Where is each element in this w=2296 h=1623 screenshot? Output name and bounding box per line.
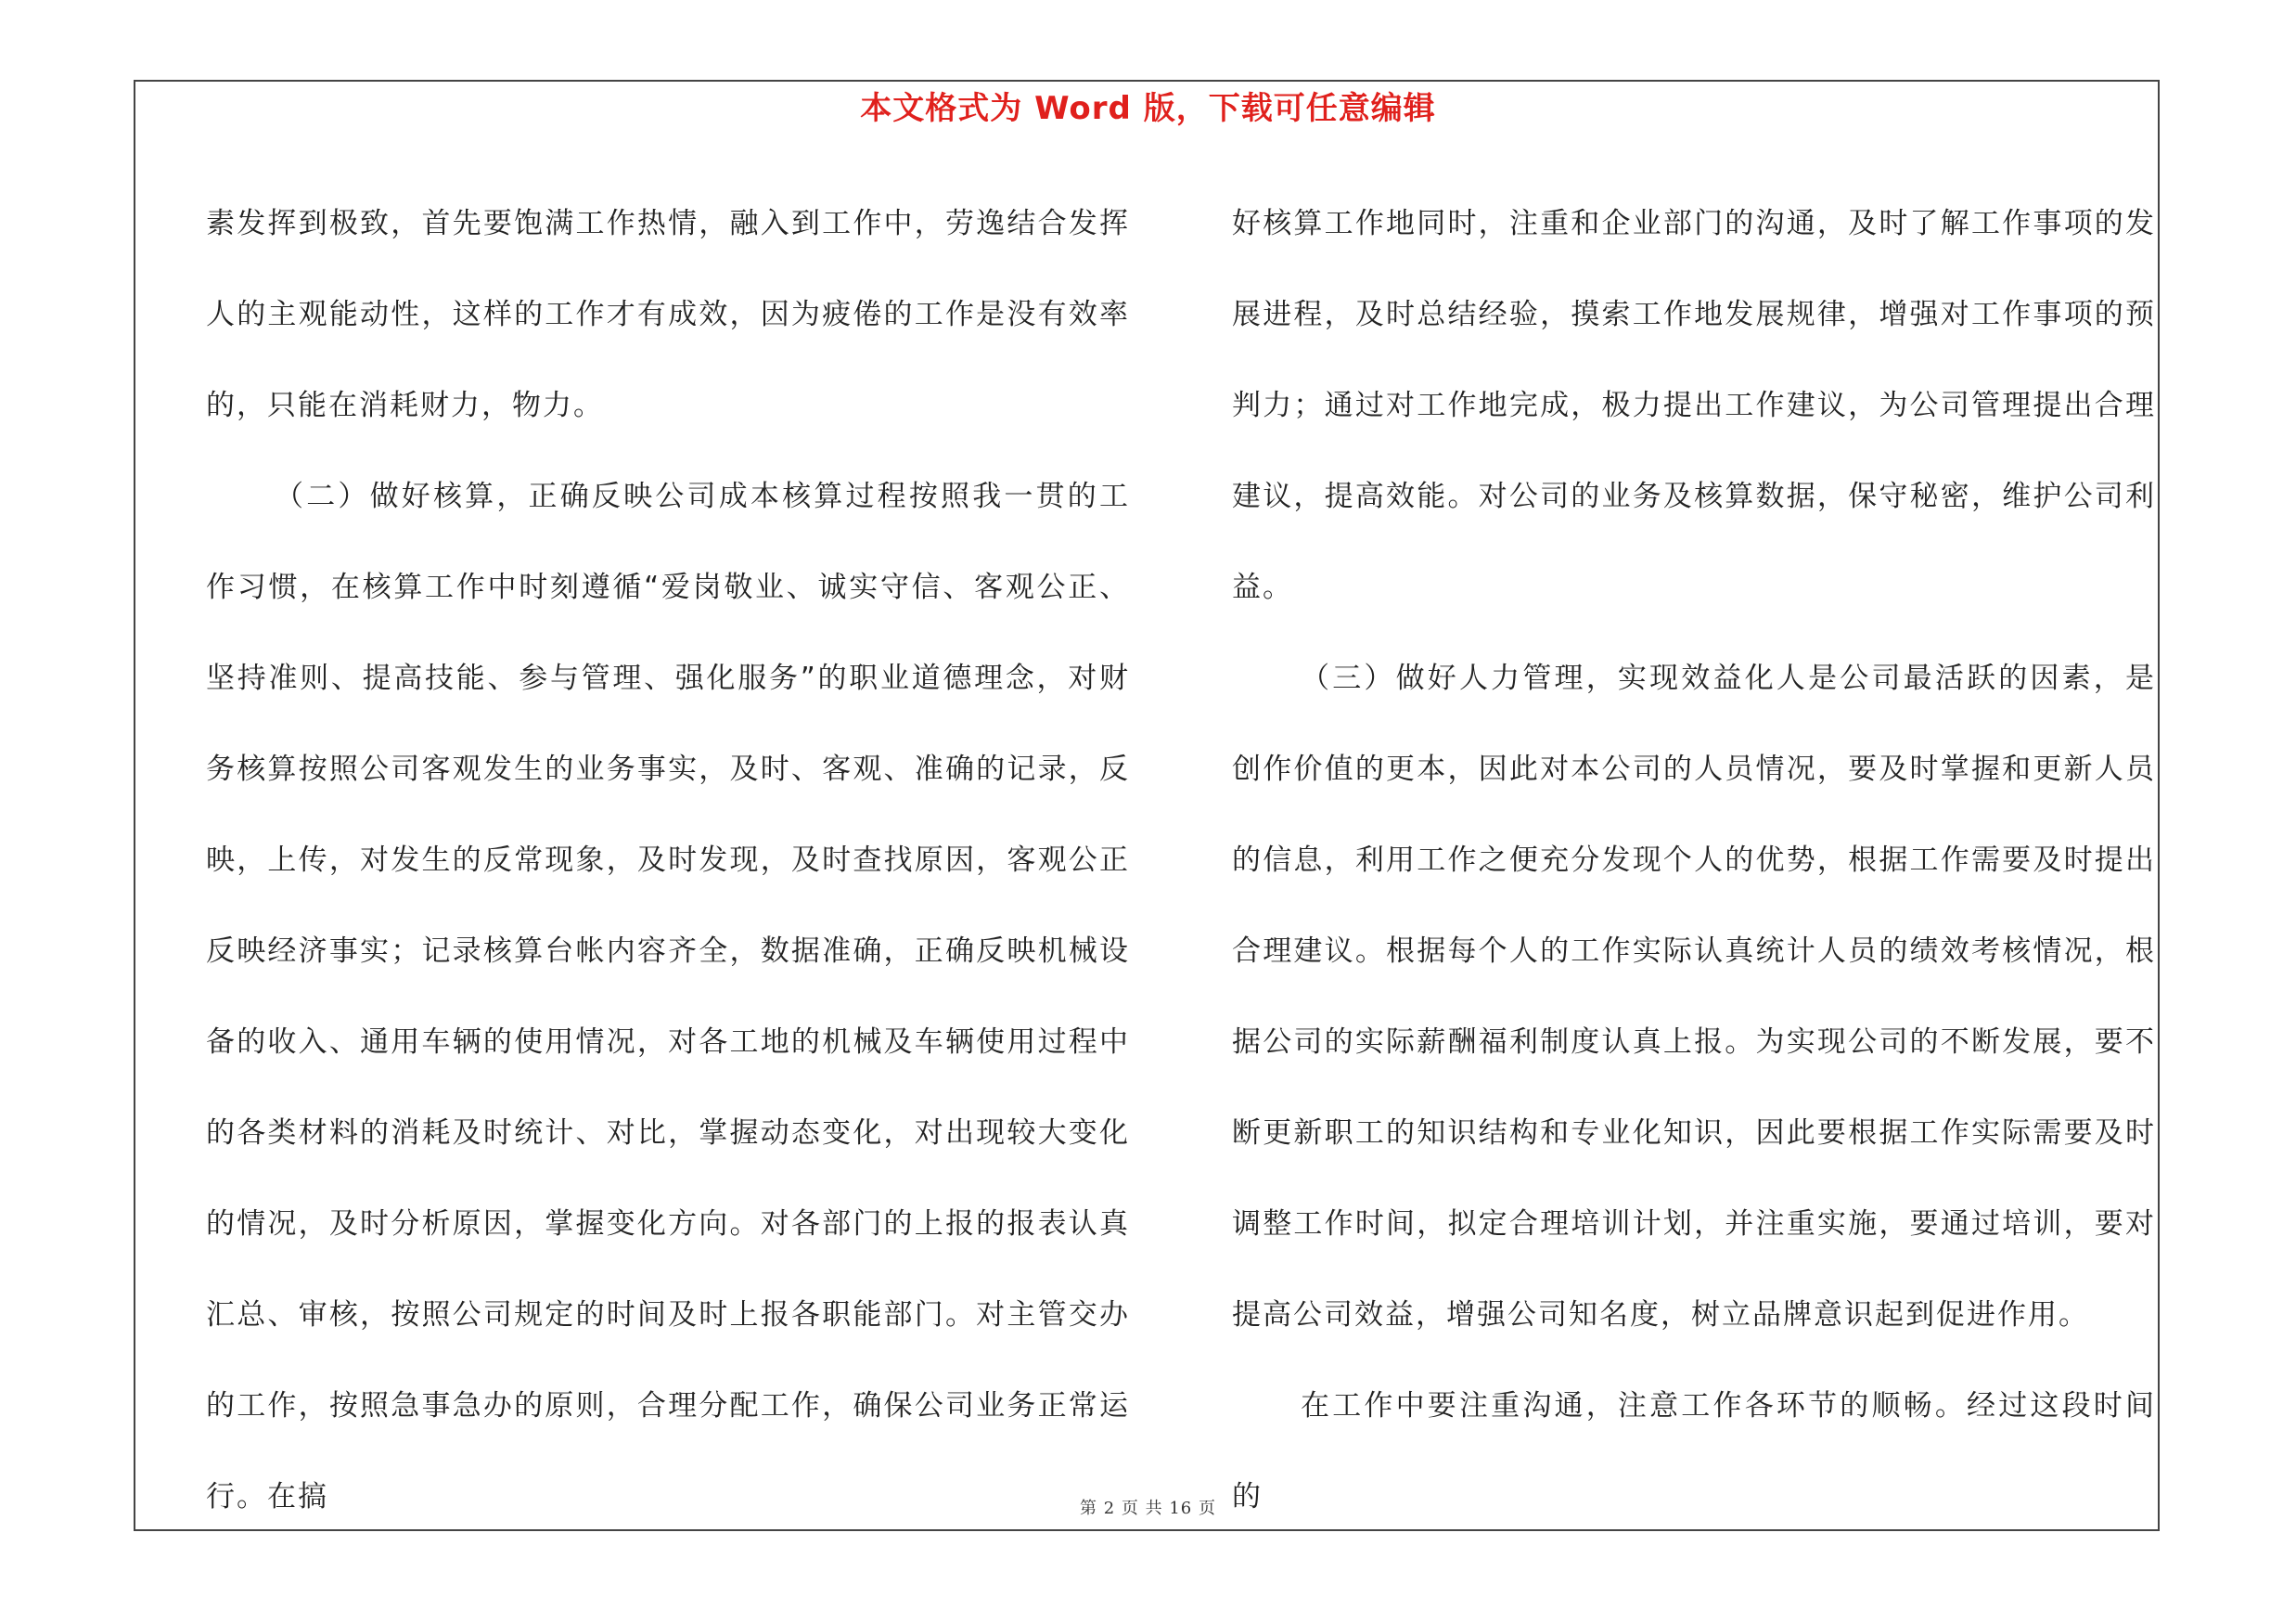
page-number-footer: 第 2 页 共 16 页 — [1080, 1499, 1216, 1518]
right-paragraph-3: 在工作中要注重沟通，注意工作各环节的顺畅。经过这段时间的 — [1232, 1389, 2156, 1514]
left-paragraph-2: （二）做好核算，正确反映公司成本核算过程按照我一贯的工作习惯，在核算工作中时刻遵循“爱岗敬业、诚实守信、客观公正、坚持准则、提高技能、参与管理、强化服务”的职业道德理念，对财务核算按照公司客观发生的业务事实，及时、客观、准确的记录，反映，上传，对发生的反常现象，及时发现，及时查找原因，客观公正反映经济事实；记录核算台帐内容齐全，数据准确，正确反映机械设备的收入、通用车辆的使用情况，对各工地的机械及车辆使用过程中的各类材料的消耗及时统计、对比，掌握动态变化，对出现较大变化的情况，及时分析原因，掌握变化方向。对各部门的上报的报表认真汇总、审核，按照公司规定的时间及时上报各职能部门。对主管交办的工作，按照急事急办的原则，合理分配工作，确保公司业务正常运行。在搞 — [206, 480, 1130, 1514]
left-column — [206, 178, 1130, 1542]
right-column — [1232, 178, 2156, 1542]
right-paragraph-2: （三）做好人力管理，实现效益化人是公司最活跃的因素，是创作价值的更本，因此对本公司的人员情况，要及时掌握和更新人员的信息，利用工作之便充分发现个人的优势，根据工作需要及时提出合理建议。根据每个人的工作实际认真统计人员的绩效考核情况，根据公司的实际薪酬福利制度认真上报。为实现公司的不断发展，要不断更新职工的知识结构和专业化知识，因此要根据工作实际需要及时调整工作时间，拟定合理培训计划，并注重实施，要通过培训，要对提高公司效益，增强公司知名度，树立品牌意识起到促进作用。 — [1232, 662, 2156, 1332]
left-paragraph-1: 素发挥到极致，首先要饱满工作热情，融入到工作中，劳逸结合发挥人的主观能动性，这样的工作才有成效，因为疲倦的工作是没有效率的，只能在消耗财力，物力。 — [206, 207, 1130, 422]
format-banner: 本文格式为 Word 版，下载可任意编辑 — [860, 90, 1436, 127]
right-paragraph-1: 好核算工作地同时，注重和企业部门的沟通，及时了解工作事项的发展进程，及时总结经验，摸索工作地发展规律，增强对工作事项的预判力；通过对工作地完成，极力提出工作建议，为公司管理提出合理建议，提高效能。对公司的业务及核算数据，保守秘密，维护公司利益。 — [1232, 207, 2156, 604]
